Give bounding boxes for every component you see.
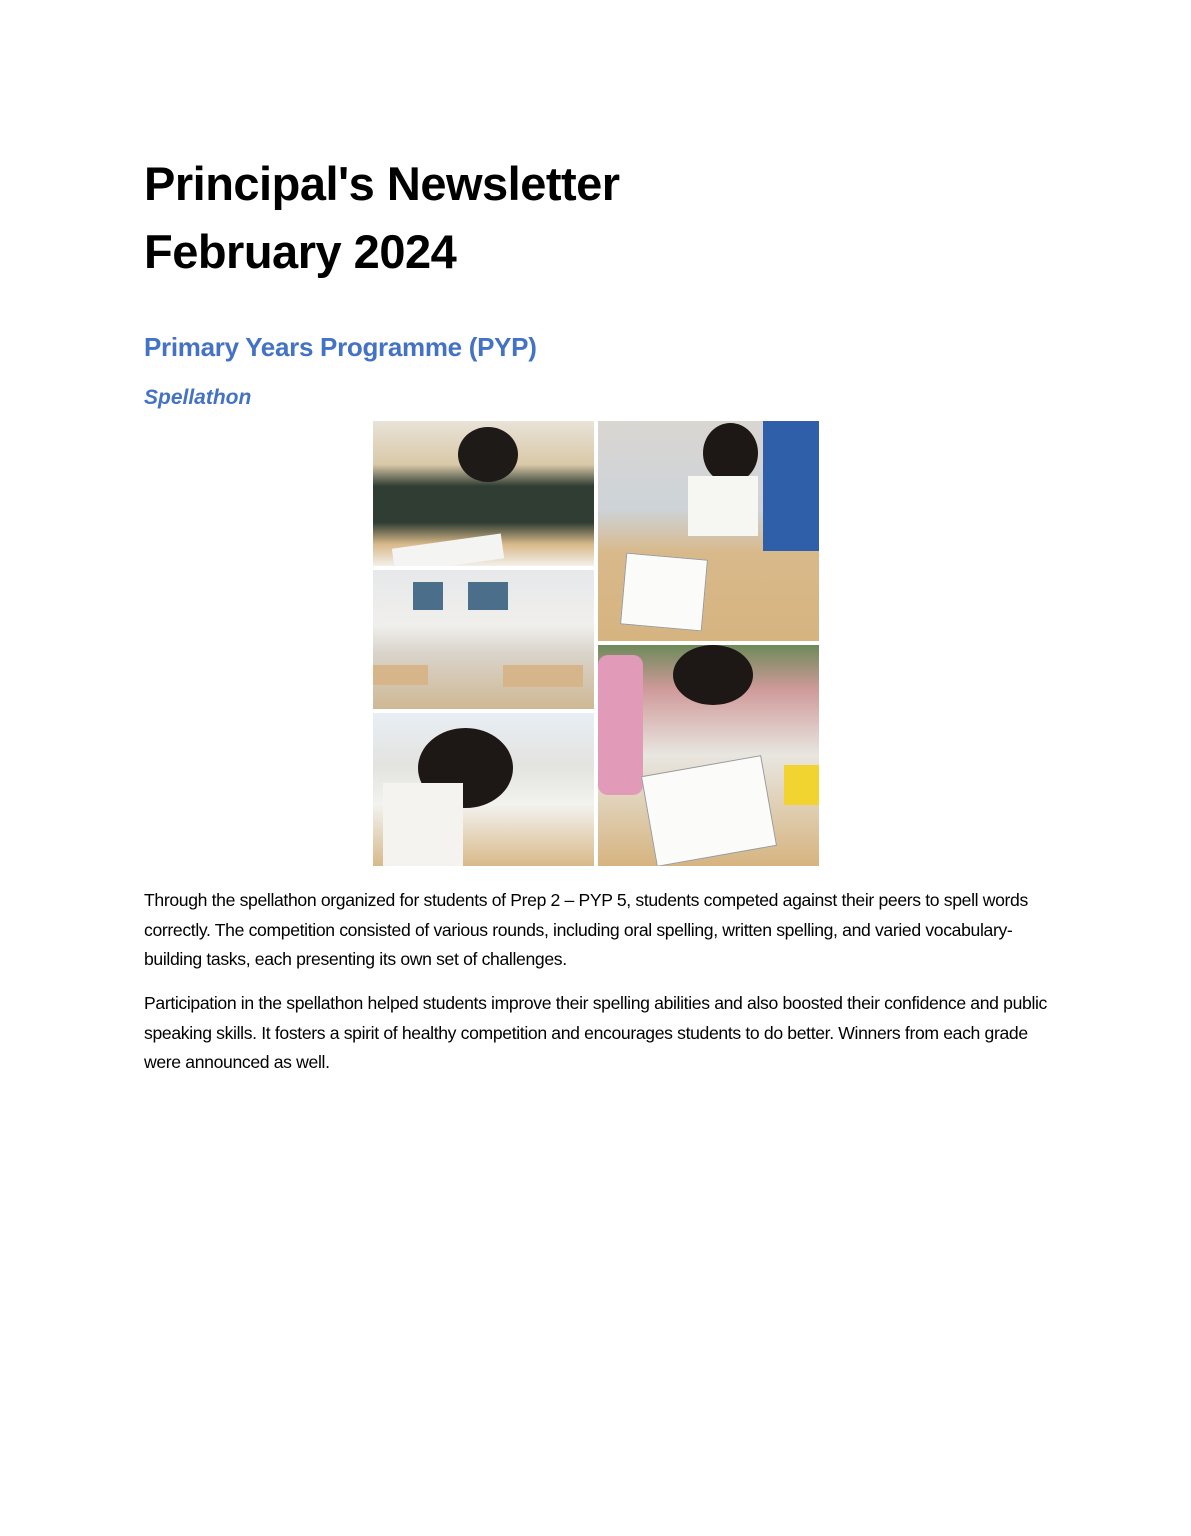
photo-girl-smiling [598,421,819,641]
page-title [144,150,620,286]
subsection-heading: Spellathon [144,386,252,409]
photo-boy-writing [373,421,594,566]
title-line-1: Principal's Newsletter [144,157,620,210]
paragraph-1: Through the spellathon organized for students of Prep 2 – PYP 5, students competed against their peers to spell words correctly. The competition consisted of various rounds, including oral spelling, written spelling, and varied vocabulary-building tasks, each presenting its own set of challenges. [144,890,1028,969]
photo-collage [373,421,819,866]
photo-classroom [373,570,594,709]
title-line-2: February 2024 [144,225,457,278]
photo-girl-writing-left [373,713,594,866]
section-heading: Primary Years Programme (PYP) [144,332,537,362]
paragraph-2: Participation in the spellathon helped students improve their spelling abilities and also boosted their confidence and public speaking skills. It fosters a spirit of healthy competition and encourages students to do better. Winners from each grade were announced as well. [144,993,1048,1072]
photo-girl-writing-right [598,645,819,866]
